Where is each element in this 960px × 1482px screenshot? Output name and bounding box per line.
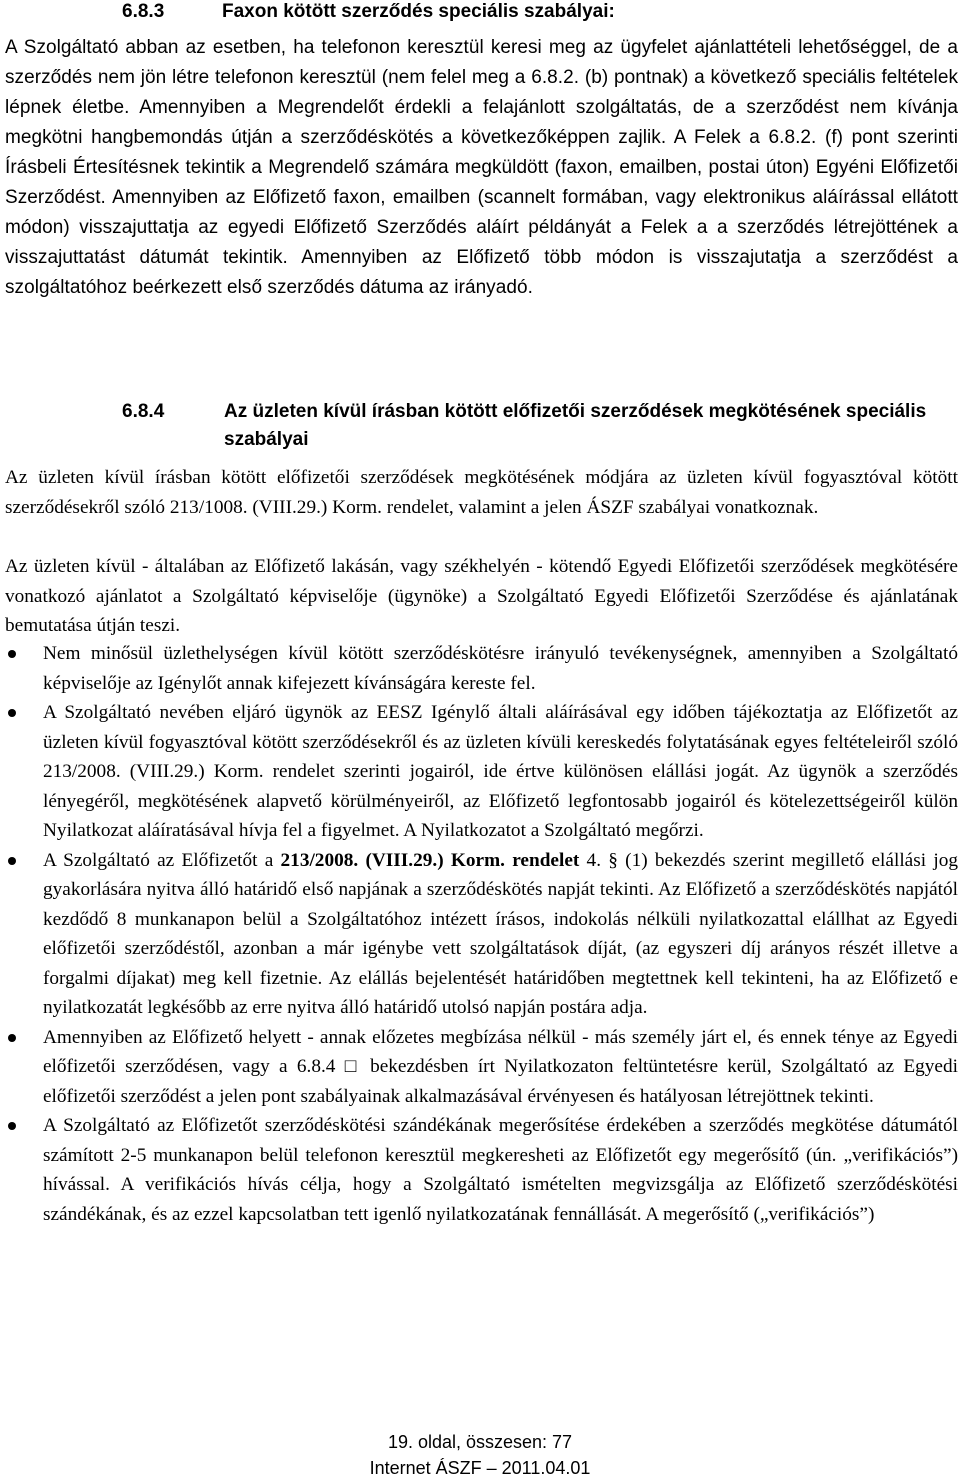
section-title: Az üzleten kívül írásban kötött előfizetői szerződések megkötésének speciális szabályai [224, 401, 927, 450]
section-number: 6.8.3 [122, 1, 165, 22]
bullet-icon [8, 650, 16, 658]
list-item-text-part: bekezdésben írt Nyilatkozaton feltüntetésre kerül, Szolgáltató az Egyedi előfizetői szerződést a jelen pont szabályainak alkalmazásával érvényesen és hatályosan létrejöttnek tekinti. [43, 1056, 958, 1107]
list-item [0, 846, 958, 1023]
bullet-list [0, 639, 958, 1229]
list-item-text: Nem minősül üzlethelységen kívül kötött szerződéskötésre irányuló tevékenységnek, amennyiben a Szolgáltató képviselője az Igénylőt annak kifejezett kívánságára kereste fel. [43, 643, 958, 694]
bullet-icon [8, 709, 16, 717]
section-sign: § [608, 849, 618, 871]
list-item-text: A Szolgáltató az Előfizetőt szerződéskötési szándékának megerősítése érdekében a szerződés megkötése dátumától számított 2-5 munkanapon belül telefonon keresztül megkeresheti az Előfizetőt egy megerősítő (ún. „verifikációs”) hívással. A verifikációs hívás célja, hogy a Szolgáltató ismételten megvizsgálja az Előfizető szerződéskötési szándékának, és az ezzel kapcsolatban tett igenlő nyilatkozatának fennállását. A megerősítő („verifikációs”) [43, 1115, 958, 1225]
list-item-text-part: Amennyiben az Előfizető helyett - annak előzetes megbízása nélkül - más személy járt el, és ennek ténye az Egyedi előfizetői szerződésen, vagy a 6.8.4 [43, 1026, 958, 1077]
bullet-icon [8, 1034, 16, 1042]
missing-glyph-box: □ [344, 1056, 361, 1077]
list-item [0, 639, 958, 698]
section-title: Faxon kötött szerződés speciális szabályai: [222, 1, 615, 22]
bullet-icon [8, 857, 16, 865]
section-6-8-4-paragraph-2: Az üzleten kívül - általában az Előfizető lakásán, vagy székhelyén - kötendő Egyedi Előfizetői szerződések megkötésére vonatkozó ajánlatot a Szolgáltató képviselője (ügynöke) a Szolgáltató Egyedi Előfizetői Szerződése és ajánlatának bemutatása útján teszi. [5, 556, 958, 636]
list-item-text-part: 4. [579, 849, 609, 871]
list-item-text-part: (1) bekezdés szerint megillető elállási jog gyakorlására nyitva álló határidő első napjának a szerződéskötés napját tekinti. Az Előfizető a szerződéskötés napjától kezdődő 8 munkanapon belül a Szolgáltatóhoz intézett írásos, indokolás nélküli nyilatkozattal elállhat az Egyedi előfizetői szerződéstől, azonban a már igénybe vett szolgáltatások díját, (az egyszeri díj arányos részét illetve a forgalmi díjakat) meg kell fizetnie. Az elállás bejelentését határidőben megtettnek kell tekinteni, ha az Előfizető e nyilatkozatát legkésőbb az erre nyitva álló határidő utolsó napján postára adja. [43, 849, 958, 1018]
list-item [0, 698, 958, 846]
law-reference: 213/2008. (VIII.29.) Korm. rendelet [280, 849, 580, 871]
list-item-text-part: A Szolgáltató az Előfizetőt a [43, 849, 281, 871]
list-item [0, 1023, 958, 1112]
section-6-8-3-heading [122, 1, 615, 23]
bullet-icon [8, 1122, 16, 1130]
list-item-text: A Szolgáltató nevében eljáró ügynök az EESZ Igénylő általi aláírásával egy időben tájékoztatja az Előfizetőt az üzleten kívül fogyasztóval kötött szerződésekről és az üzleten kívüli kereskedés folytatásának egyes feltételeiről szóló 213/2008. (VIII.29.) Korm. rendelet szerinti jogairól, ide értve különösen elállási jogát. Az ügynök a szerződés lényegéről, megkötésének alapvető körülményeiről, az Előfizető legfontosabb jogairól és kötelezettségeiről külön Nyilatkozat aláíratásával hívja fel a figyelmet. A Nyilatkozatot a Szolgáltató megőrzi. [43, 702, 958, 841]
section-6-8-3-paragraph: A Szolgáltató abban az esetben, ha telefonon keresztül keresi meg az ügyfelet ajánlattételi lehetőséggel, de a szerződés nem jön létre telefonon keresztül (nem felel meg a 6.8.2. (b) pontnak) a következő speciális feltételek lépnek életbe. Amennyiben a Megrendelőt érdekli a felajánlott szolgáltatás, de a szerződést nem kívánja megkötni hangbemondás útján a szerződéskötés a következőképpen zajlik. A Felek a 6.8.2. (f) pont szerinti Írásbeli Értesítésnek tekintik a Megrendelő számára megküldött (faxon, emailben, postai úton) Egyéni Előfizetői Szerződést. Amennyiben az Előfizető faxon, emailben (scannelt formában, vagy elektronikus aláírással ellátott módon) visszajuttatja az egyedi Előfizető Szerződés aláírt példányát a Felek a a szerződés létrejöttének a visszajuttatást dátumát tekintik. Amennyiben az Előfizető több módon is visszajutatja a szerződést a szolgáltatóhoz beérkezett első szerződés dátuma az irányadó. [5, 37, 958, 298]
list-item [0, 1111, 958, 1229]
document-footer: Internet ÁSZF – 2011.04.01 [369, 1458, 591, 1478]
section-6-8-4-heading [122, 398, 960, 454]
section-6-8-4-paragraph-1: Az üzleten kívül írásban kötött előfizetői szerződések megkötésének módjára az üzleten kívül fogyasztóval kötött szerződésekről szóló 213/1008. (VIII.29.) Korm. rendelet, valamint a jelen ÁSZF szabályai vonatkoznak. [5, 467, 958, 518]
section-number: 6.8.4 [122, 401, 165, 422]
page-number: 19. oldal, összesen: 77 [387, 1432, 573, 1452]
